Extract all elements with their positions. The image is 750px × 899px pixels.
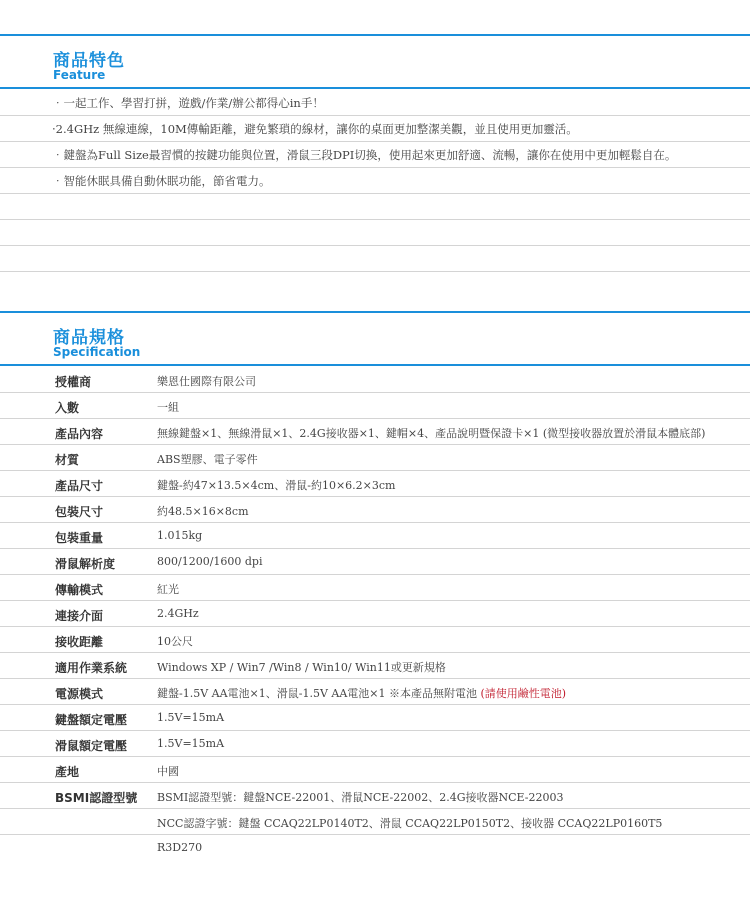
battery-warning: (請使用鹼性電池)	[480, 687, 567, 700]
feature-item: ‧智能休眠具備自動休眠功能，節省電力。	[52, 174, 271, 188]
spec-subtitle: Specification	[53, 345, 141, 359]
power-text: 鍵盤-1.5V AA電池×1、滑鼠-1.5V AA電池×1 ※本產品無附電池	[157, 687, 481, 700]
row-divider	[0, 756, 750, 757]
spec-label: 產地	[55, 765, 80, 779]
row-divider	[0, 444, 750, 445]
spec-value: Windows XP / Win7 /Win8 / Win10/ Win11或更新規格	[157, 661, 446, 674]
spec-title: 商品規格	[53, 328, 125, 348]
spec-value: 1.5V=15mA	[157, 711, 225, 724]
spec-label: 連接介面	[55, 609, 104, 623]
spec-label: 產品內容	[55, 427, 104, 441]
row-divider	[0, 418, 750, 419]
spec-value: R3D270	[157, 841, 203, 854]
spec-label: 產品尺寸	[55, 479, 104, 493]
spec-value: BSMI認證型號：鍵盤NCE-22001、滑鼠NCE-22002、2.4G接收器NCE-22003	[157, 791, 564, 804]
spec-label: 授權商	[55, 375, 92, 389]
spec-label: 包裝重量	[55, 531, 104, 545]
row-divider	[0, 652, 750, 653]
spec-label: 包裝尺寸	[55, 505, 104, 519]
row-divider	[0, 782, 750, 783]
spec-value: 2.4GHz	[157, 607, 199, 620]
spec-value: NCC認證字號：鍵盤 CCAQ22LP0140T2、滑鼠 CCAQ22LP0150T2、接收器 CCAQ22LP0160T5	[157, 817, 663, 830]
feature-subtitle: Feature	[53, 68, 106, 82]
spec-label: 入數	[55, 401, 80, 415]
row-divider	[0, 730, 750, 731]
spec-value: 紅光	[157, 583, 179, 596]
spec-value: 無線鍵盤×1、無線滑鼠×1、2.4G接收器×1、鍵帽×4、產品說明暨保證卡×1 (微型接收器放置於滑鼠本體底部)	[157, 427, 706, 440]
row-divider	[0, 245, 750, 246]
spec-label: 滑鼠解析度	[55, 557, 116, 571]
spec-value: 約48.5×16×8cm	[157, 505, 249, 518]
spec-value: ABS塑膠、電子零件	[157, 453, 258, 466]
row-divider	[0, 678, 750, 679]
row-divider	[0, 193, 750, 194]
spec-label: 材質	[55, 453, 80, 467]
spec-value: 中國	[157, 765, 179, 778]
row-divider	[0, 141, 750, 142]
feature-header-divider	[0, 87, 750, 89]
row-divider	[0, 167, 750, 168]
row-divider	[0, 271, 750, 272]
row-divider	[0, 574, 750, 575]
row-divider	[0, 496, 750, 497]
row-divider	[0, 548, 750, 549]
row-divider	[0, 115, 750, 116]
spec-label: 鍵盤額定電壓	[55, 713, 128, 727]
spec-label: 電源模式	[55, 687, 104, 701]
row-divider	[0, 626, 750, 627]
spec-label: BSMI認證型號	[55, 791, 138, 805]
row-divider	[0, 808, 750, 809]
feature-item: ‧2.4GHz 無線連線，10M傳輸距離，避免繁瑣的線材，讓你的桌面更加整潔美觀，並且使用更加靈活。	[52, 122, 578, 136]
spec-header	[0, 311, 750, 363]
feature-item: ‧鍵盤為Full Size最習慣的按鍵功能與位置，滑鼠三段DPI切換，使用起來更加舒適、流暢，讓你在使用中更加輕鬆自在。	[52, 148, 677, 162]
spec-label: 接收距離	[55, 635, 104, 649]
spec-value: 800/1200/1600 dpi	[157, 555, 263, 568]
row-divider	[0, 219, 750, 220]
row-divider	[0, 600, 750, 601]
spec-value: 一組	[157, 401, 179, 414]
row-divider	[0, 704, 750, 705]
feature-header	[0, 34, 750, 86]
row-divider	[0, 470, 750, 471]
spec-value: 1.5V=15mA	[157, 737, 225, 750]
spec-value: 10公尺	[157, 635, 193, 648]
row-divider	[0, 522, 750, 523]
row-divider	[0, 834, 750, 835]
spec-value	[157, 685, 566, 701]
spec-value: 1.015kg	[157, 529, 203, 542]
feature-item: ‧一起工作、學習打拼，遊戲/作業/辦公都得心in手！	[52, 96, 324, 110]
spec-value: 鍵盤-約47×13.5×4cm、滑鼠-約10×6.2×3cm	[157, 479, 396, 492]
feature-title: 商品特色	[53, 51, 125, 71]
spec-label: 滑鼠額定電壓	[55, 739, 128, 753]
row-divider	[0, 392, 750, 393]
spec-header-divider	[0, 364, 750, 366]
spec-value: 樂恩仕國際有限公司	[157, 375, 256, 388]
spec-label: 適用作業系統	[55, 661, 128, 675]
spec-label: 傳輸模式	[55, 583, 104, 597]
